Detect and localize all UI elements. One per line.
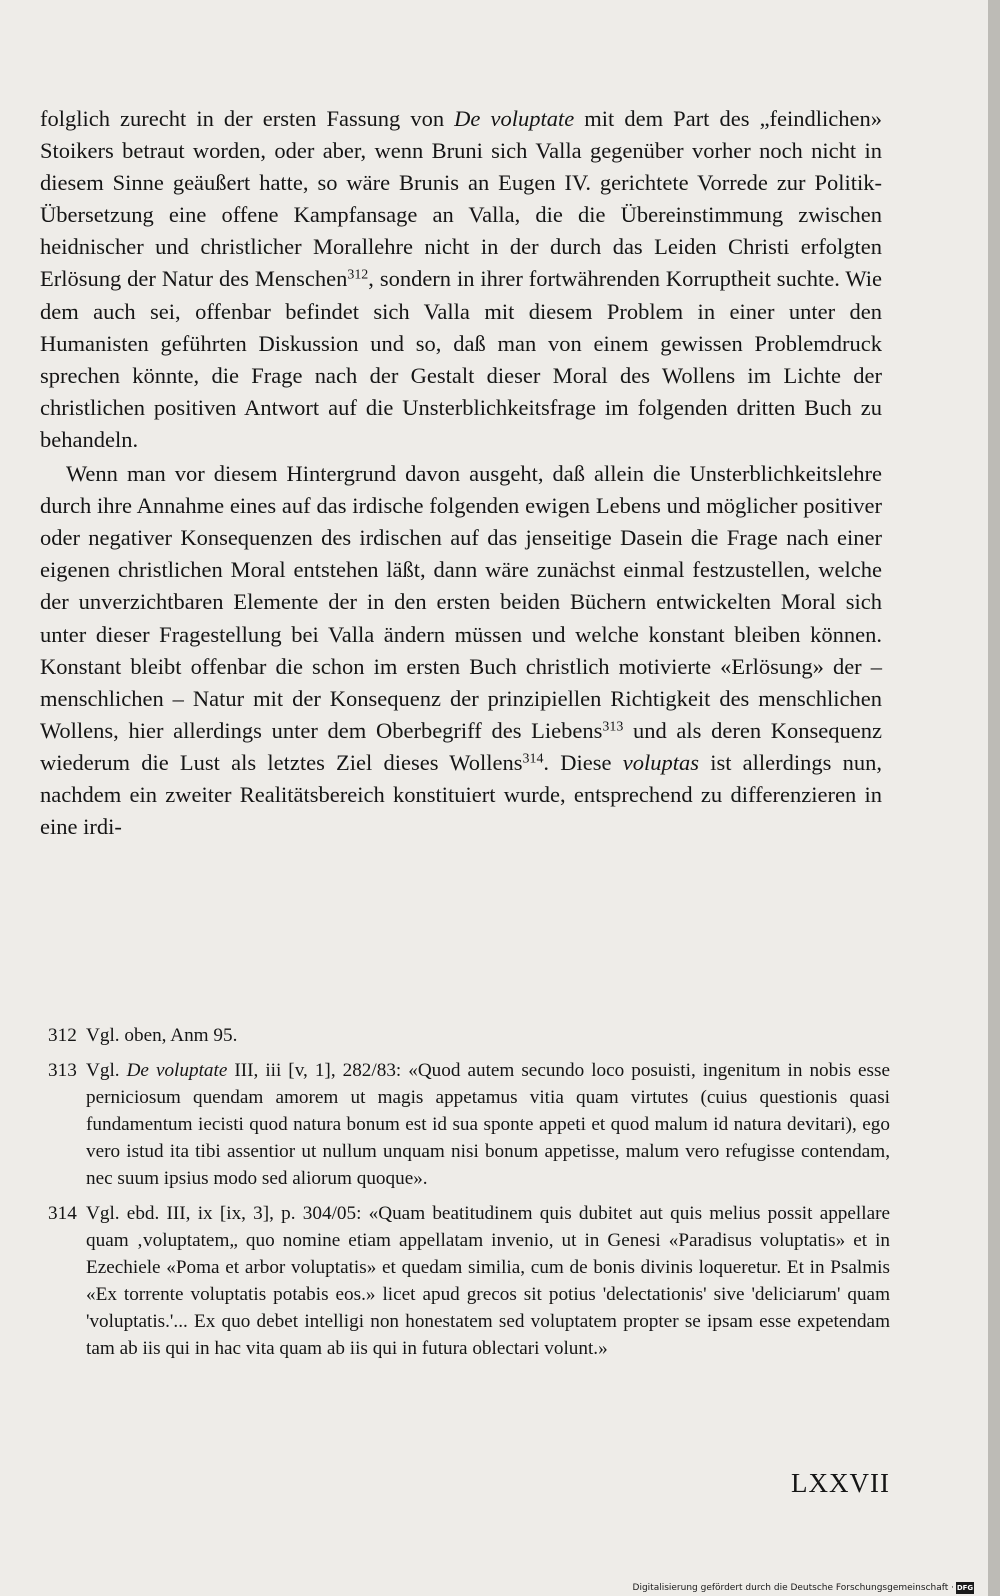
text-run: . Diese <box>543 749 623 775</box>
page-number: LXXVII <box>791 1468 890 1498</box>
text-run: Vgl. <box>86 1060 127 1081</box>
text-run: Wenn man vor diesem Hintergrund davon ausgeht, daß allein die Unsterblichkeitslehre durch ihre Annahme eines auf das irdische folgenden ewigen Lebens und möglicher positiver oder negativer Konsequenzen des irdischen auf das jenseitige Dasein die Frage nach einer eigenen christlichen Moral entstehen läßt, dann wäre zunächst einmal festzustellen, welche der unverzichtbaren Elemente der in den ersten beiden Büchern entwickelten Moral sich unter dieser Fragestellung bei Valla ändern müssen und welche konstant bleiben können. Konstant bleibt offenbar die schon im ersten Buch christlich motivierte «Erlösung» der – menschlichen – Natur mit der Konsequenz der prinzipiellen Richtigkeit des menschlichen Wollens, hier allerdings unter dem Oberbegriff des Liebens <box>40 461 882 743</box>
footnote-reference: 313 <box>602 719 624 735</box>
text-run: Vgl. ebd. III, ix [ix, 3], p. 304/05: «Quam beatitudinem quis dubitet aut quis melius possit appellare quam ‚voluptatem„ quo nomine etiam appellatam invenio, ut in Genesi «Paradisus voluptatis» et in Ezechiele «Poma et arbor voluptatis» et quedam similia, cum de bonis divinis loqueretur. Et in Psalmis «Ex torrente voluptatis potabis eos.» licet apud grecos sit potius 'delectationis' sive 'deliciarum' quam 'voluptatis.'... Ex quo debet intelligi non honestatem sed voluptatem propter se ipsam esse expetendam tam ab iis qui in hac vita quam ab iis qui in futura oblectari volunt.» <box>86 1203 890 1359</box>
page-edge <box>988 0 1000 1596</box>
text-run: mit dem Part des „feindlichen» Stoikers betraut worden, oder aber, wenn Bruni sich Valla gegenüber vorher noch nicht in diesem Sinne geäußert hatte, so wäre Brunis an Eugen IV. gerichtete Vorrede zur Politik-Übersetzung eine offene Kampfansage an Valla, die die Übereinstimmung zwischen heidnischer und christlicher Morallehre nicht in der durch das Leiden Christi erfolgten Erlösung der Natur des Menschen <box>40 106 883 292</box>
text-run: III, iii [v, 1], 282/83: «Quod autem secundo loco posuisti, ingenitum in nobis esse perniciosum quendam amorem ut magis appetamus vitia quam virtutes (cuius questionis quasi fundamentum iecisti quod natura bonum est id sua sponte appeti et quod malum id natura devitari), ego vero istud ita tibi assentior ut nullum unquam nisi bonum appetisse, malum vero refugisse contendam, nec suum ipsius modo sed aliorum quoque». <box>86 1060 891 1189</box>
body-text <box>40 103 882 843</box>
footnote-text <box>86 1203 890 1359</box>
body-paragraph <box>40 103 882 456</box>
footnote <box>48 1022 890 1049</box>
footnotes <box>48 1022 890 1370</box>
footnote-number: 313 <box>48 1060 77 1081</box>
footnote <box>48 1200 890 1362</box>
italic-text: voluptas <box>622 749 699 775</box>
text-run: folglich zurecht in der ersten Fassung von <box>40 106 455 131</box>
footnote-reference: 312 <box>347 267 369 283</box>
dfg-logo: DFG <box>956 1584 974 1592</box>
digitization-credit: Digitalisierung gefördert durch die Deutsche Forschungsgemeinschaft · <box>632 1583 954 1593</box>
text-run: ist allerdings nun, nachdem ein zweiter Realitätsbereich konstituiert wurde, entsprechend zu differenzieren in eine irdi- <box>40 749 883 840</box>
footnote-reference: 314 <box>522 751 544 767</box>
italic-text: De voluptate <box>454 106 575 131</box>
italic-text: De voluptate <box>126 1060 228 1081</box>
footnote-text <box>86 1060 890 1189</box>
text-run: Vgl. oben, Anm 95. <box>86 1025 238 1046</box>
footnote-number: 312 <box>48 1025 77 1046</box>
footnote-text <box>86 1025 237 1046</box>
text-run: , sondern in ihrer fortwährenden Korruptheit suchte. Wie dem auch sei, offenbar befindet sich Valla mit diesem Problem in einer unter den Humanisten geführten Diskussion und so, daß man von einem gewissen Problemdruck sprechen könnte, die Frage nach der Gestalt dieser Moral des Wollens im Lichte der christlichen positiven Antwort auf die Unsterblichkeitsfrage im folgenden dritten Buch zu behandeln. <box>40 266 882 452</box>
text-run: und als deren Konsequenz wiederum die Lust als letztes Ziel dieses Wollens <box>40 717 882 775</box>
footnote-number: 314 <box>48 1203 77 1224</box>
footnote <box>48 1057 890 1192</box>
body-paragraph <box>40 458 882 843</box>
